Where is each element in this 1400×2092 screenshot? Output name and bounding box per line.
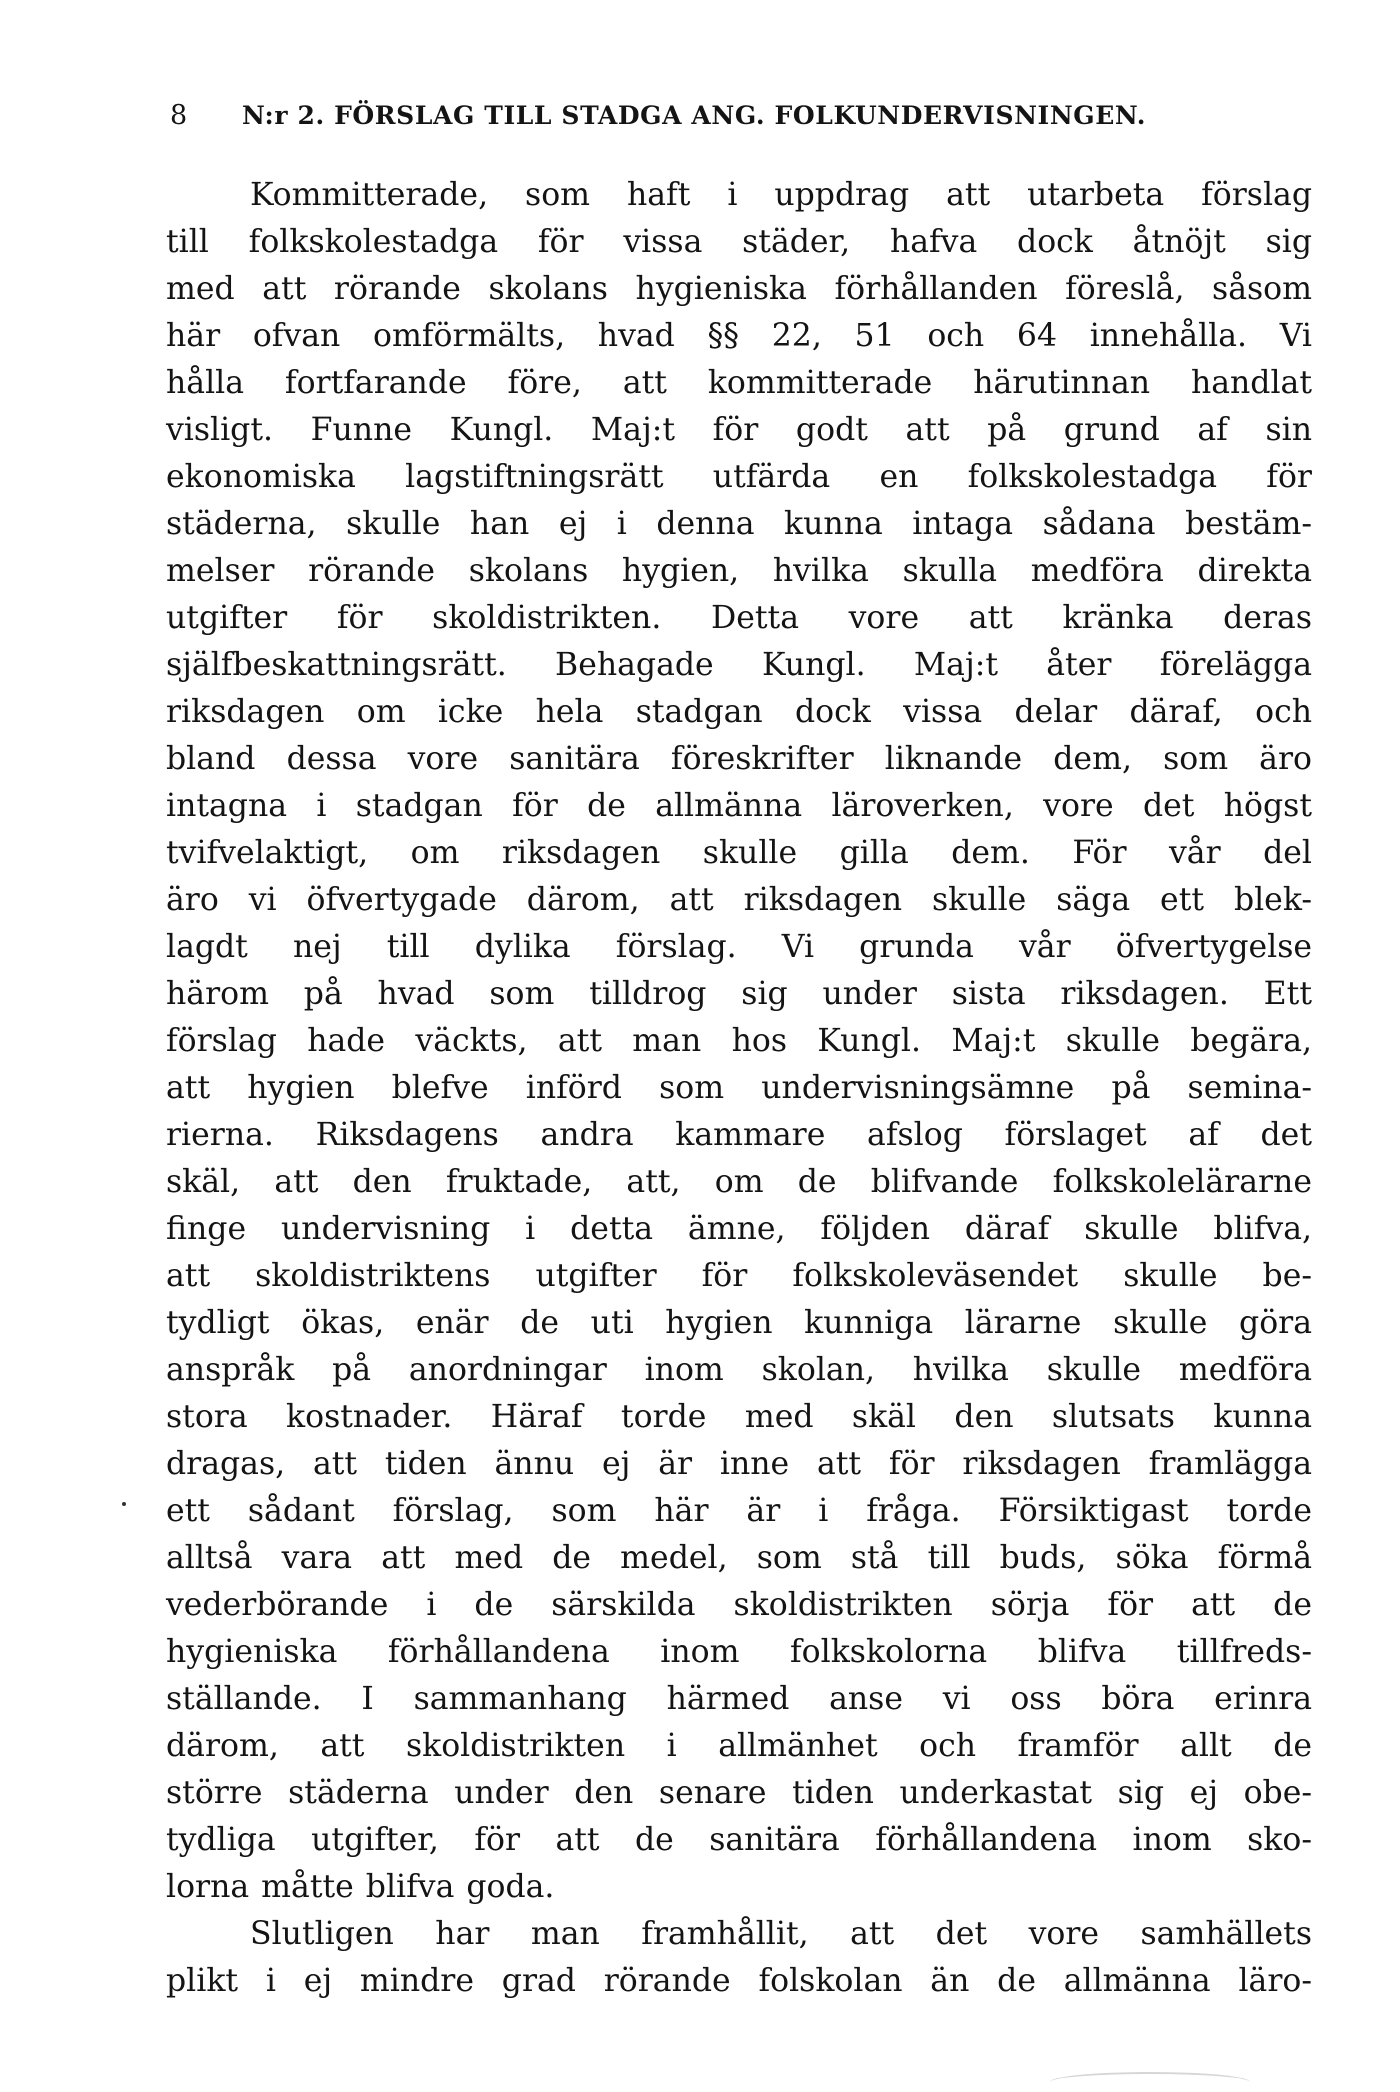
text-line: större städerna under den senare tiden underkastat sig ej obe- xyxy=(166,1775,1312,1811)
paragraph-2 xyxy=(166,1911,1312,2005)
text-line: tydligt ökas, enär de uti hygien kunniga lärarne skulle göra xyxy=(166,1305,1312,1341)
print-speck xyxy=(122,1502,126,1506)
text-line: visligt. Funne Kungl. Maj:t för godt att på grund af sin xyxy=(166,412,1312,448)
text-line: med att rörande skolans hygieniska förhållanden föreslå, såsom xyxy=(166,271,1312,307)
text-line: vederbörande i de särskilda skoldistrikten sörja för att de xyxy=(166,1587,1312,1623)
text-line: här ofvan omförmälts, hvad §§ 22, 51 och 64 innehålla. Vi xyxy=(166,318,1312,354)
text-line: melser rörande skolans hygien, hvilka skulla medföra direkta xyxy=(166,553,1312,589)
paragraph-1 xyxy=(166,172,1312,1911)
running-header xyxy=(170,96,1310,136)
text-line: att skoldistriktens utgifter för folkskoleväsendet skulle be- xyxy=(166,1258,1312,1294)
text-line: alltså vara att med de medel, som stå till buds, söka förmå xyxy=(166,1540,1312,1576)
text-line: anspråk på anordningar inom skolan, hvilka skulle medföra xyxy=(166,1352,1312,1388)
text-line: Kommitterade, som haft i uppdrag att utarbeta förslag xyxy=(250,177,1312,213)
text-line: därom, att skoldistrikten i allmänhet och framför allt de xyxy=(166,1728,1312,1764)
text-line: dragas, att tiden ännu ej är inne att för riksdagen framlägga xyxy=(166,1446,1312,1482)
text-line: rierna. Riksdagens andra kammare afslog förslaget af det xyxy=(166,1117,1312,1153)
text-line: tvifvelaktigt, om riksdagen skulle gilla dem. För vår del xyxy=(166,835,1312,871)
text-line: själfbeskattningsrätt. Behagade Kungl. Maj:t åter förelägga xyxy=(166,647,1312,683)
text-line: tydliga utgifter, för att de sanitära förhållandena inom sko- xyxy=(166,1822,1312,1858)
text-line: förslag hade väckts, att man hos Kungl. Maj:t skulle begära, xyxy=(166,1023,1312,1059)
text-line: till folkskolestadga för vissa städer, hafva dock åtnöjt sig xyxy=(166,224,1312,260)
page-number: 8 xyxy=(170,100,188,131)
body-text xyxy=(166,172,1312,2005)
text-line: stora kostnader. Häraf torde med skäl den slutsats kunna xyxy=(166,1399,1312,1435)
text-line: finge undervisning i detta ämne, följden däraf skulle blifva, xyxy=(166,1211,1312,1247)
text-line: hålla fortfarande före, att kommitterade härutinnan handlat xyxy=(166,365,1312,401)
text-line: äro vi öfvertygade därom, att riksdagen skulle säga ett blek- xyxy=(166,882,1312,918)
text-line: Slutligen har man framhållit, att det vore samhällets xyxy=(250,1916,1312,1952)
text-line: riksdagen om icke hela stadgan dock vissa delar däraf, och xyxy=(166,694,1312,730)
text-line: bland dessa vore sanitära föreskrifter liknande dem, som äro xyxy=(166,741,1312,777)
text-line: hygieniska förhållandena inom folkskolorna blifva tillfreds- xyxy=(166,1634,1312,1670)
text-line: ett sådant förslag, som här är i fråga. Försiktigast torde xyxy=(166,1493,1312,1529)
text-line: städerna, skulle han ej i denna kunna intaga sådana bestäm- xyxy=(166,506,1312,542)
running-title: N:r 2. FÖRSLAG TILL STADGA ANG. FOLKUNDERVISNINGEN. xyxy=(242,101,1147,130)
text-line: ställande. I sammanhang härmed anse vi oss böra erinra xyxy=(166,1681,1312,1717)
text-line: skäl, att den fruktade, att, om de blifvande folkskolelärarne xyxy=(166,1164,1312,1200)
text-line: ekonomiska lagstiftningsrätt utfärda en folkskolestadga för xyxy=(166,459,1312,495)
text-line: plikt i ej mindre grad rörande folskolan än de allmänna läro- xyxy=(166,1963,1312,1999)
text-line: lorna måtte blifva goda. xyxy=(166,1869,555,1905)
text-line: lagdt nej till dylika förslag. Vi grunda vår öfvertygelse xyxy=(166,929,1312,965)
show-through-mark xyxy=(1050,2072,1250,2092)
text-line: härom på hvad som tilldrog sig under sista riksdagen. Ett xyxy=(166,976,1312,1012)
text-line: utgifter för skoldistrikten. Detta vore att kränka deras xyxy=(166,600,1312,636)
text-line: intagna i stadgan för de allmänna läroverken, vore det högst xyxy=(166,788,1312,824)
text-line: att hygien blefve införd som undervisningsämne på semina- xyxy=(166,1070,1312,1106)
